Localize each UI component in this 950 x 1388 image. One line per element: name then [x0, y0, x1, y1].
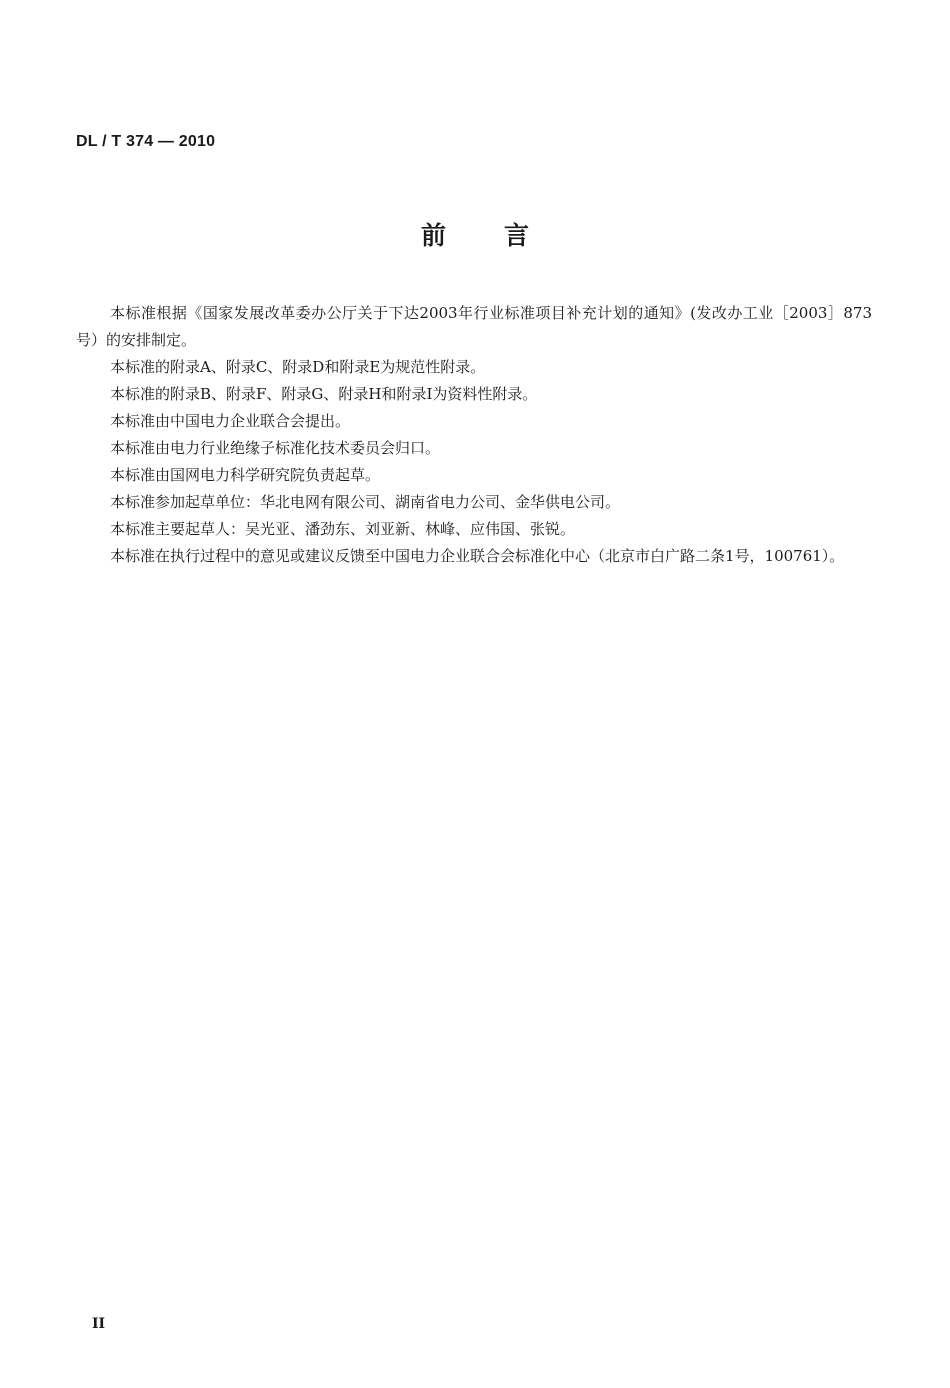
title-char-1: 前: [420, 221, 446, 250]
paragraph-normative-annexes: 本标准的附录A、附录C、附录D和附录E为规范性附录。: [110, 358, 486, 376]
paragraph-proposer: 本标准由中国电力企业联合会提出。: [110, 412, 351, 430]
paragraph-participants: 本标准参加起草单位：华北电网有限公司、湖南省电力公司、金华供电公司。: [110, 493, 621, 511]
foreword-body: [76, 300, 872, 570]
paragraph-plan: 本标准根据《国家发展改革委办公厅关于下达2003年行业标准项目补充计划的通知》(发改办工业［2003］873号）的安排制定。: [76, 304, 872, 349]
paragraph-drafting-org: 本标准由国网电力科学研究院负责起草。: [110, 466, 381, 484]
paragraph-informative-annexes: 本标准的附录B、附录F、附录G、附录H和附录I为资料性附录。: [110, 385, 538, 403]
page-number: II: [92, 1316, 106, 1332]
paragraph-feedback: 本标准在执行过程中的意见或建议反馈至中国电力企业联合会标准化中心（北京市白广路二条1号，100761）。: [110, 547, 845, 565]
paragraph-committee: 本标准由电力行业绝缘子标准化技术委员会归口。: [110, 439, 441, 457]
page-title: [0, 216, 950, 252]
paragraph-drafters: 本标准主要起草人：吴光亚、潘劲东、刘亚新、林峰、应伟国、张锐。: [110, 520, 576, 538]
standard-code: DL / T 374 — 2010: [76, 133, 216, 150]
title-char-2: 言: [504, 221, 530, 250]
